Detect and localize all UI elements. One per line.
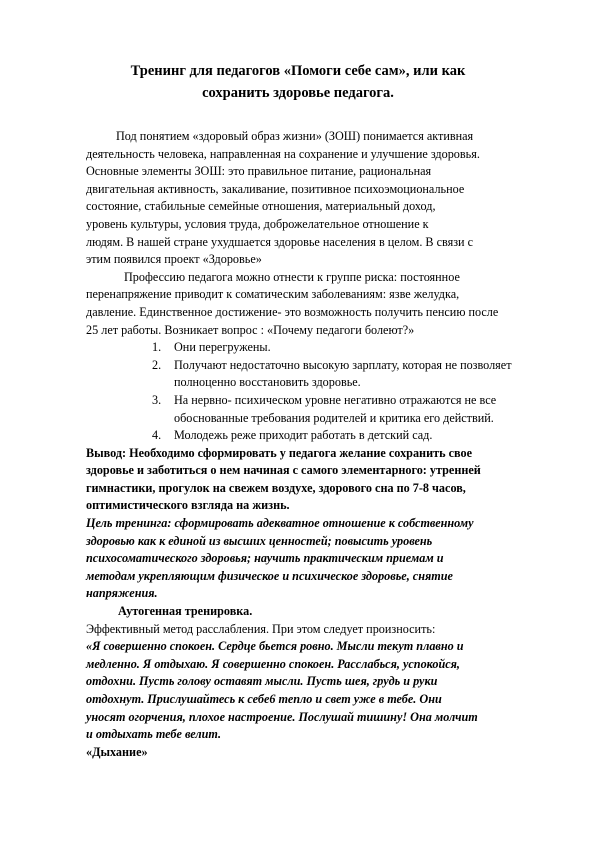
text-line: методам укрепляющим физическое и психическое здоровье, снятие xyxy=(86,568,453,583)
text-line: Они перегружены. xyxy=(174,340,271,355)
text-line: гимнастики, прогулок на свежем воздухе, здорового сна по 7-8 часов, xyxy=(86,480,466,495)
autogenic-section xyxy=(86,603,556,744)
autogenic-quote xyxy=(86,638,556,744)
list-item xyxy=(86,339,556,357)
section-heading: Аутогенная тренировка. xyxy=(118,604,253,619)
text-line: отдохни. Пусть голову оставят мысли. Пусть шея, грудь и руки xyxy=(86,674,438,689)
title-line-2: сохранить здоровье педагога. xyxy=(202,85,394,101)
section-heading: «Дыхание» xyxy=(86,744,148,759)
text-line: оптимистического взгляда на жизнь. xyxy=(86,498,290,513)
text-line: На нервно- психическом уровне негативно отражаются не все xyxy=(174,392,497,407)
text-line: отдохнут. Прислушайтесь к себе6 тепло и свет уже в тебе. Они xyxy=(86,692,442,706)
title-line-1: Тренинг для педагогов «Помоги себе сам», или как xyxy=(130,63,466,79)
text-line: напряжения. xyxy=(86,586,158,601)
text-line: людям. В нашей стране ухудшается здоровье населения в целом. В связи с xyxy=(86,234,473,249)
text-line: Получают недостаточно высокую зарплату, которая не позволяет xyxy=(174,357,512,372)
text-line: Под понятием «здоровый образ жизни» (ЗОШ) понимается активная xyxy=(116,129,474,143)
text-line: Вывод: Необходимо сформировать у педагога желание сохранить свое xyxy=(86,445,472,460)
text-line: «Я совершенно спокоен. Сердце бьется ровно. Мысли текут плавно и xyxy=(86,639,464,654)
text-line: здоровье и заботиться о нем начиная с самого элементарного: утренней xyxy=(86,463,481,478)
text-line: полноценно восстановить здоровье. xyxy=(174,375,361,390)
text-line: и отдыхать тебе велит. xyxy=(86,727,222,742)
text-line: уровень культуры, условия труда, доброжелательное отношение к xyxy=(86,216,429,231)
list-item xyxy=(86,357,556,392)
text-line: уносят огорчения, плохое настроение. Послушай тишину! Она молчит xyxy=(86,709,478,724)
text-line: перенапряжение приводит к соматическим заболеваниям: язве желудка, xyxy=(86,287,460,302)
text-line: Основные элементы ЗОШ: это правильное питание, рациональная xyxy=(86,164,432,179)
goal-paragraph xyxy=(86,515,556,603)
document-body xyxy=(86,128,556,761)
text-line: обоснованные требования родителей и критика его действий. xyxy=(174,410,494,425)
text-line: состояние, стабильные семейные отношения, материальный доход, xyxy=(86,199,436,214)
text-line: Цель тренинга: сформировать адекватное отношение к собственному xyxy=(86,516,474,531)
text-line: здоровью как к единой из высших ценностей; повысить уровень xyxy=(86,533,433,548)
text-line: 25 лет работы. Возникает вопрос : «Почему педагоги болеют?» xyxy=(86,322,415,337)
list-number: 1. xyxy=(152,340,162,355)
conclusion-paragraph xyxy=(86,445,556,515)
text-line: двигательная активность, закаливание, позитивное психоэмоциональное xyxy=(86,181,465,196)
text-line: давление. Единственное достижение- это возможность получить пенсию после xyxy=(86,304,499,319)
text-line: этим появился проект «Здоровье» xyxy=(86,252,262,267)
risk-paragraph xyxy=(86,269,556,339)
list-number: 2. xyxy=(152,357,162,372)
list-number: 3. xyxy=(152,392,162,407)
text-line: Профессию педагога можно отнести к группе риска: постоянное xyxy=(124,269,460,284)
text-line: Молодежь реже приходит работать в детский сад. xyxy=(174,428,433,443)
text-line: деятельность человека, направленная на сохранение и улучшение здоровья. xyxy=(86,146,480,161)
text-line: психосоматического здоровья; научить практическим приемам и xyxy=(86,551,444,566)
list-item xyxy=(86,427,556,445)
list-number: 4. xyxy=(152,428,162,443)
page-title xyxy=(88,60,508,104)
text-line: Эффективный метод расслабления. При этом следует произносить: xyxy=(86,621,436,636)
intro-paragraph xyxy=(86,128,556,269)
causes-list xyxy=(86,339,556,445)
list-item xyxy=(86,392,556,427)
text-line: медленно. Я отдыхаю. Я совершенно спокоен. Расслабься, успокойся, xyxy=(86,656,460,671)
